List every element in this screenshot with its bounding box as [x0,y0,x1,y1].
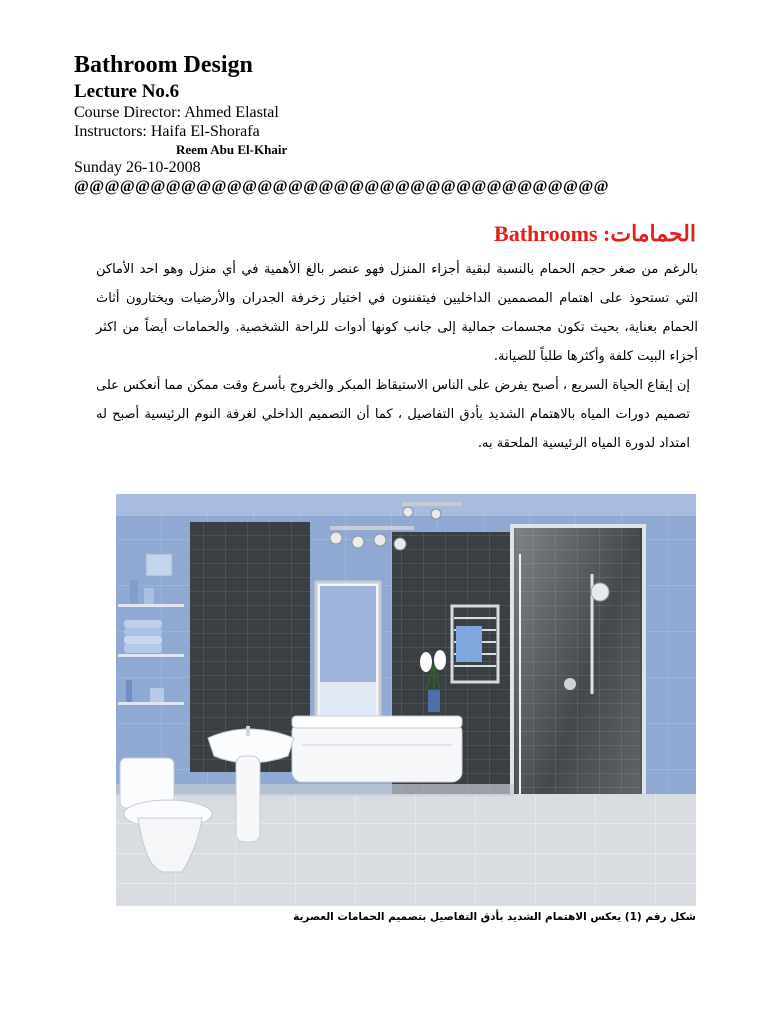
bathroom-photo [116,494,696,906]
lecture-date: Sunday 26-10-2008 [74,159,201,176]
paragraph-2: إن إيقاع الحياة السريع ، أصبح يفرض على الناس الاستيقاظ المبكر والخروج بأسرع وقت ممكن مما أنعكس على تصميم دورات المياه بالاهتمام الشديد بأدق التفاصيل ، كما أن التصميم الداخلي لغرفة النوم الرئيسية أصبح له امتداد لدورة المياه الرئيسية الملحقة به. [96,378,690,451]
instructors: Instructors: Haifa El-Shorafa [74,123,260,140]
window [316,582,380,720]
document-title: Bathroom Design [74,52,253,78]
section-heading: الحمامات: Bathrooms [494,221,696,246]
course-director: Course Director: Ahmed Elastal [74,104,279,121]
bathtub [292,716,462,782]
second-instructor: Reem Abu El-Khair [176,142,288,157]
paragraph-1: بالرغم من صغر حجم الحمام بالنسبة لبقية أجزاء المنزل فهو عنصر بالغ الأهمية في أي منزل وهو احد الأماكن التي تستحوذ على اهتمام المصممين الداخليين فيتفننون في اختيار زخرفة الجدران والأرضيات ويختارون أثاث الحمام بعناية، بحيث تكون مجسمات جمالية إلى جانب كونها أدوات للراحة الشخصية. والحمامات أيضاً من اكثر أجزاء البيت كلفة وأكثرها طلباً للصيانة. [96,262,698,364]
lecture-number: Lecture No.6 [74,81,180,102]
figure-caption: شكل رقم (1) يعكس الاهتمام الشديد بأدق التفاصيل بتصميم الحمامات العصرية [293,911,696,923]
bathroom-illustration [116,494,696,906]
section-body [96,255,698,458]
separator-line: @@@@@@@@@@@@@@@@@@@@@@@@@@@@@@@@@@@ [74,178,609,195]
